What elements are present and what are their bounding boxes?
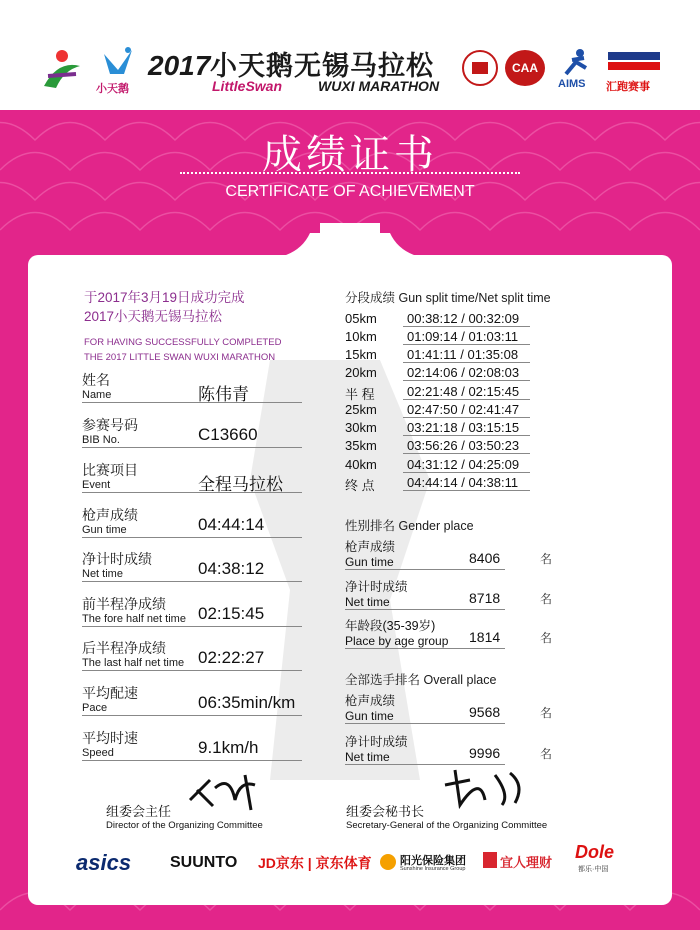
sunshine-sun-icon — [378, 852, 398, 872]
yiren-logo: 宜人理财 — [500, 855, 553, 870]
field-label-cn: 平均时速 — [82, 730, 138, 746]
little-swan-logo-text: 小天鹅 — [96, 83, 129, 95]
completion-statement-en — [84, 335, 281, 365]
field-label-en: BIB No. — [82, 434, 120, 446]
field-value: 全程马拉松 — [198, 475, 283, 494]
split-label: 半 程 — [345, 387, 375, 402]
place-label-cn: 净计时成绩 — [345, 580, 408, 594]
place-value: 1814 — [469, 629, 501, 645]
field-fore-half — [82, 596, 302, 627]
split-value: 00:38:12 / 00:32:09 — [403, 311, 530, 327]
split-value: 04:31:12 / 04:25:09 — [403, 457, 530, 473]
director-block — [106, 801, 263, 831]
splits-title: 分段成绩 Gun split time/Net split time — [345, 291, 551, 305]
split-value: 02:21:48 / 02:15:45 — [403, 384, 530, 400]
split-label: 终 点 — [345, 478, 375, 493]
secretary-title-cn: 组委会秘书长 — [346, 804, 425, 819]
event-title-en: WUXI MARATHON — [318, 78, 440, 94]
split-value: 01:41:11 / 01:35:08 — [403, 347, 530, 363]
place-label-cn: 枪声成绩 — [345, 540, 396, 554]
field-pace — [82, 685, 302, 716]
event-title-cn: 小天鹅无锡马拉松 — [210, 51, 434, 81]
place-unit: 名 — [540, 592, 553, 606]
place-label-cn: 枪声成绩 — [345, 694, 396, 708]
split-label: 20km — [345, 365, 377, 380]
field-label-en: Net time — [82, 568, 123, 580]
split-label: 30km — [345, 420, 377, 435]
sunshine-insurance-en: Sunshine Insurance Group — [400, 866, 466, 872]
field-label-cn: 后半程净成绩 — [82, 640, 166, 656]
event-year: 2017 — [148, 50, 211, 81]
completion-date-line: 于2017年3月19日成功完成 — [84, 290, 245, 305]
place-label-en: Place by age group — [345, 634, 449, 648]
field-label-en: Gun time — [82, 524, 127, 536]
huisai-logo-icon — [606, 50, 662, 74]
completion-statement-cn — [84, 288, 245, 326]
marathon-runner-logo — [38, 46, 86, 92]
place-unit: 名 — [540, 552, 553, 566]
place-value: 9568 — [469, 704, 501, 720]
asics-logo: asics — [76, 850, 132, 875]
roof-ornament — [270, 215, 430, 259]
split-value: 02:47:50 / 02:41:47 — [403, 402, 530, 418]
place-unit: 名 — [540, 747, 553, 761]
field-label-cn: 比赛项目 — [82, 462, 138, 478]
split-label: 40km — [345, 457, 377, 472]
field-label-en: Pace — [82, 702, 108, 714]
header-bar — [0, 0, 700, 110]
field-gun-time — [82, 507, 302, 538]
split-value: 03:21:18 / 03:15:15 — [403, 420, 530, 436]
field-net-time — [82, 551, 302, 582]
completion-event-line: 2017小天鹅无锡马拉松 — [84, 309, 223, 324]
overall-place-gun — [345, 694, 553, 724]
place-value: 9996 — [469, 745, 501, 761]
field-label-en: Speed — [82, 747, 114, 759]
caa-logo: CAA — [505, 50, 545, 86]
split-label: 05km — [345, 311, 377, 326]
place-label-en: Gun time — [345, 709, 394, 723]
place-value: 8718 — [469, 590, 501, 606]
field-value: 06:35min/km — [198, 693, 296, 712]
field-value: 陈伟青 — [198, 385, 249, 404]
field-value: 9.1km/h — [198, 738, 259, 757]
sunshine-insurance-logo: 阳光保险集团 — [400, 855, 466, 867]
field-value: 02:22:27 — [198, 648, 265, 667]
field-label-en: Event — [82, 479, 111, 491]
place-unit: 名 — [540, 631, 553, 645]
overall-place-net — [345, 735, 553, 765]
gender-place-age-group — [345, 619, 553, 649]
split-label: 10km — [345, 329, 377, 344]
split-value: 02:14:06 / 02:08:03 — [403, 365, 530, 381]
place-unit: 名 — [540, 706, 553, 720]
field-label-cn: 参赛号码 — [82, 417, 138, 433]
field-event — [82, 462, 302, 493]
field-label-en: The fore half net time — [82, 613, 186, 625]
title-divider — [180, 172, 520, 174]
place-label-en: Gun time — [345, 555, 394, 569]
certificate-title-cn: 成绩证书 — [262, 133, 438, 177]
split-value: 04:44:14 / 04:38:11 — [403, 475, 530, 491]
field-value: 04:44:14 — [198, 515, 265, 534]
aims-runner-icon — [558, 48, 594, 76]
secretary-block — [346, 801, 547, 831]
field-value: 04:38:12 — [198, 559, 265, 578]
split-label: 25km — [345, 402, 377, 417]
field-label-cn: 前半程净成绩 — [82, 596, 166, 612]
brand-name-en: LittleSwan — [212, 78, 283, 94]
little-swan-logo-icon — [98, 44, 138, 80]
gender-place-net — [345, 580, 553, 610]
split-value: 03:56:26 / 03:50:23 — [403, 438, 530, 454]
overall-place-title: 全部选手排名 Overall place — [345, 673, 497, 687]
field-last-half — [82, 640, 302, 671]
place-label-en: Net time — [345, 750, 390, 764]
completion-line1-en: FOR HAVING SUCCESSFULLY COMPLETED — [84, 337, 282, 348]
sponsor-logos — [40, 840, 660, 880]
field-label-cn: 平均配速 — [82, 685, 138, 701]
aims-logo-text: AIMS — [558, 78, 586, 90]
place-label-cn: 净计时成绩 — [345, 735, 408, 749]
split-label: 35km — [345, 438, 377, 453]
yiren-logo-icon — [483, 852, 497, 868]
field-value: C13660 — [198, 425, 258, 444]
place-label-en: Net time — [345, 595, 390, 609]
field-label-en: Name — [82, 389, 112, 401]
athletics-association-seal — [462, 50, 498, 86]
field-label-cn: 姓名 — [82, 372, 110, 388]
suunto-logo: SUUNTO — [170, 854, 238, 871]
director-title-en: Director of the Organizing Committee — [106, 820, 263, 831]
place-value: 8406 — [469, 550, 501, 566]
dole-logo: Dole — [575, 842, 615, 862]
field-label-cn: 净计时成绩 — [82, 551, 152, 567]
gender-place-gun — [345, 540, 553, 570]
jd-sports-logo: JD京东 | 京东体育 — [258, 855, 372, 871]
dole-subtitle: 都乐·中国 — [578, 866, 609, 873]
completion-line2-en: THE 2017 LITTLE SWAN WUXI MARATHON — [84, 352, 276, 363]
secretary-title-en: Secretary-General of the Organizing Committee — [346, 820, 548, 831]
certificate-title-en: CERTIFICATE OF ACHIEVEMENT — [225, 183, 475, 200]
director-title-cn: 组委会主任 — [106, 804, 172, 819]
gender-place-title: 性别排名 Gender place — [345, 519, 474, 533]
field-bib — [82, 417, 302, 448]
split-value: 01:09:14 / 01:03:11 — [403, 329, 530, 345]
field-label-en: The last half net time — [82, 657, 185, 669]
field-speed — [82, 730, 302, 761]
split-label: 15km — [345, 347, 377, 362]
field-value: 02:15:45 — [198, 604, 265, 623]
place-label-cn: 年龄段(35-39岁) — [345, 619, 436, 633]
huisai-logo-text: 汇跑赛事 — [606, 81, 650, 93]
field-name — [82, 372, 302, 403]
field-label-cn: 枪声成绩 — [82, 507, 138, 523]
